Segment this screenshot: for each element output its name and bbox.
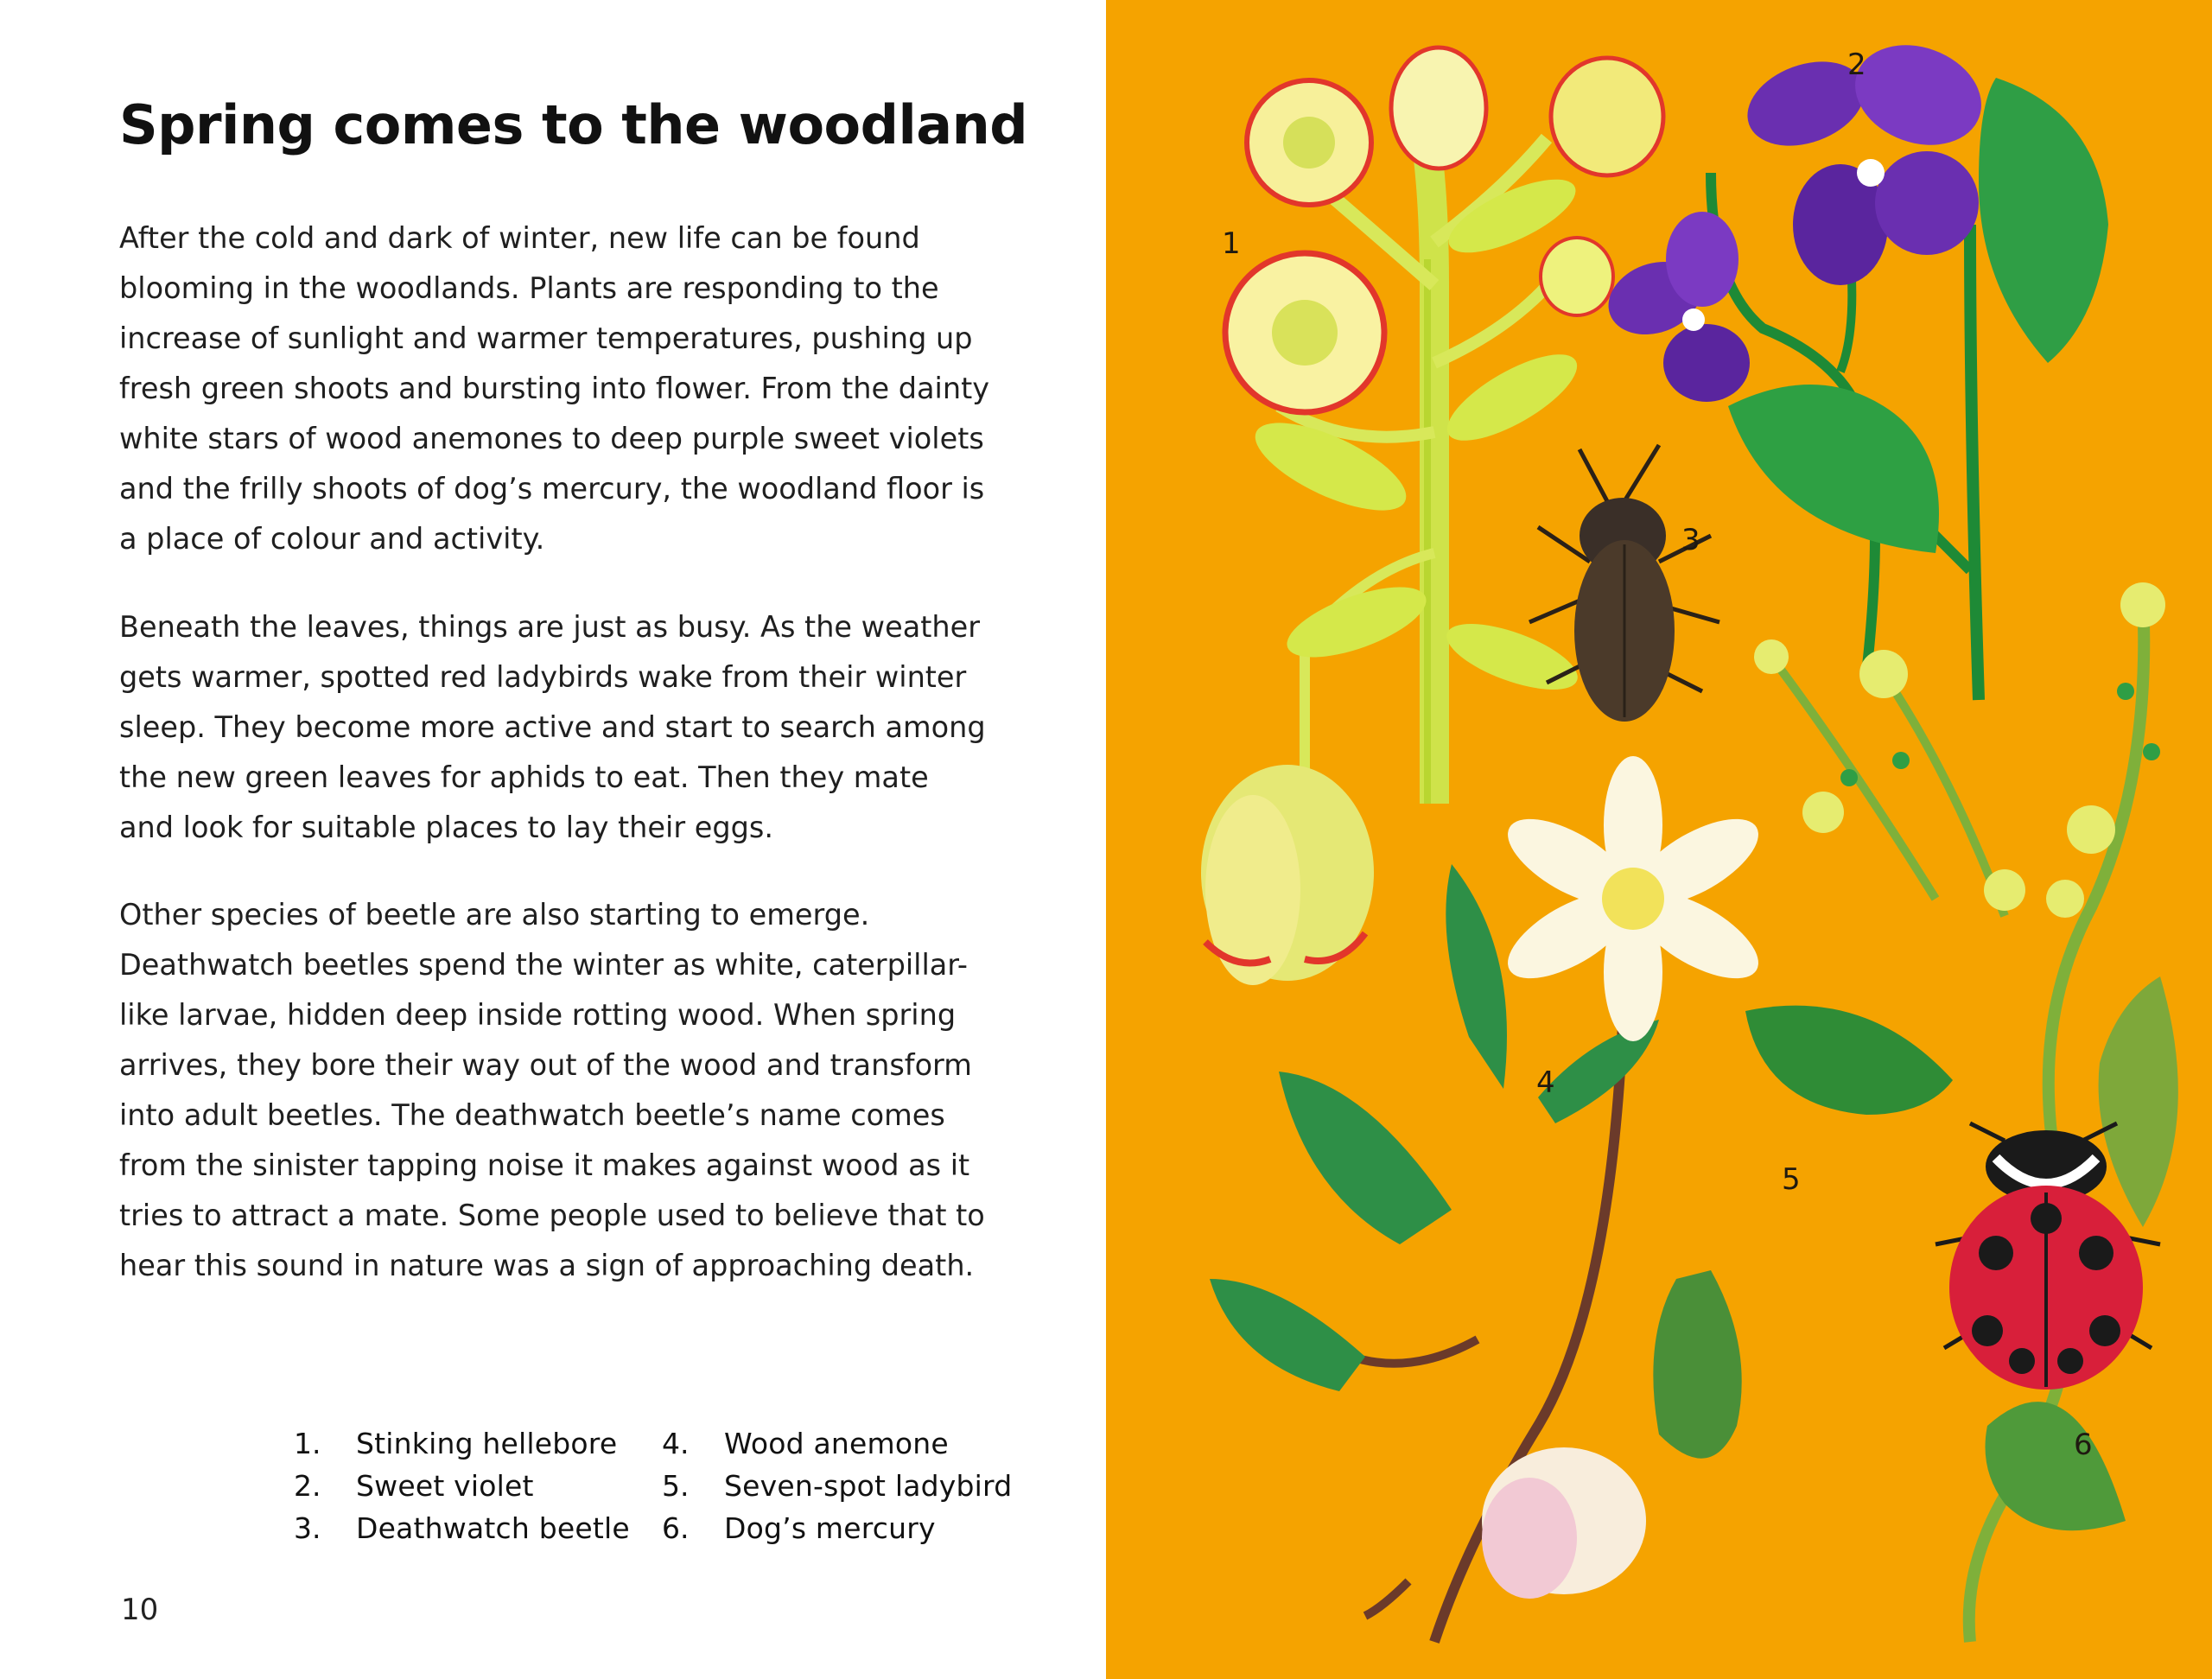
key-name: Deathwatch beetle [356, 1511, 630, 1545]
callout-number: 5 [1782, 1162, 1801, 1197]
key-number: 1. [294, 1427, 321, 1460]
page-title: Spring comes to the woodland [119, 93, 1028, 156]
key-item [294, 1507, 630, 1549]
callout-number: 4 [1536, 1065, 1555, 1100]
body-paragraph: Other species of beetle are also starting to emerge. Deathwatch beetles spend the winter as white, caterpillar-like larvae, hidden deep inside rotting wood. When spring arrives, they bore their way out of the wood and transform into adult beetles. The deathwatch beetle’s name comes from the sinister tapping noise it makes against wood as it tries to attract a mate. Some people used to believe that to hear this sound in nature was a sign of approaching death. [119, 898, 985, 1282]
key-number: 5. [662, 1469, 690, 1503]
key-name: Wood anemone [724, 1427, 949, 1460]
key-number: 2. [294, 1469, 321, 1503]
key-item [662, 1422, 1012, 1465]
callout-number: 2 [1847, 48, 1866, 82]
key-item [294, 1465, 630, 1507]
key-item [662, 1465, 1012, 1507]
key-number: 6. [662, 1511, 690, 1545]
callout-number: 1 [1222, 226, 1241, 261]
key-item [294, 1422, 630, 1465]
woodland-illustration [1106, 0, 2212, 1679]
page-number: 10 [121, 1593, 159, 1627]
key-name: Dog’s mercury [724, 1511, 936, 1545]
body-paragraph: After the cold and dark of winter, new life can be found blooming in the woodlands. Plants are responding to the increase of sunlight and warmer temperatures, pushing up fresh green shoots and bursting into flower. From the dainty white stars of wood anemones to deep purple sweet violets and the frilly shoots of dog’s mercury, the woodland floor is a place of colour and activity. [119, 221, 990, 556]
callout-number: 3 [1681, 523, 1700, 557]
key-name: Sweet violet [356, 1469, 534, 1503]
species-key-left [294, 1422, 630, 1549]
key-number: 4. [662, 1427, 690, 1460]
species-key-right [662, 1422, 1012, 1549]
body-paragraph: Beneath the leaves, things are just as busy. As the weather gets warmer, spotted red ladybirds wake from their winter sleep. They become more active and start to search among the new green leaves for aphids to eat. Then they mate and look for suitable places to lay their eggs. [119, 610, 986, 844]
illustration-page [1106, 0, 2212, 1679]
key-item [662, 1507, 1012, 1549]
sweet-violet-illustration [1599, 29, 2108, 700]
dogs-mercury-illustration [1653, 582, 2178, 1642]
key-number: 3. [294, 1511, 321, 1545]
callout-number: 6 [2074, 1428, 2093, 1462]
key-name: Stinking hellebore [356, 1427, 618, 1460]
key-name: Seven-spot ladybird [724, 1469, 1013, 1503]
